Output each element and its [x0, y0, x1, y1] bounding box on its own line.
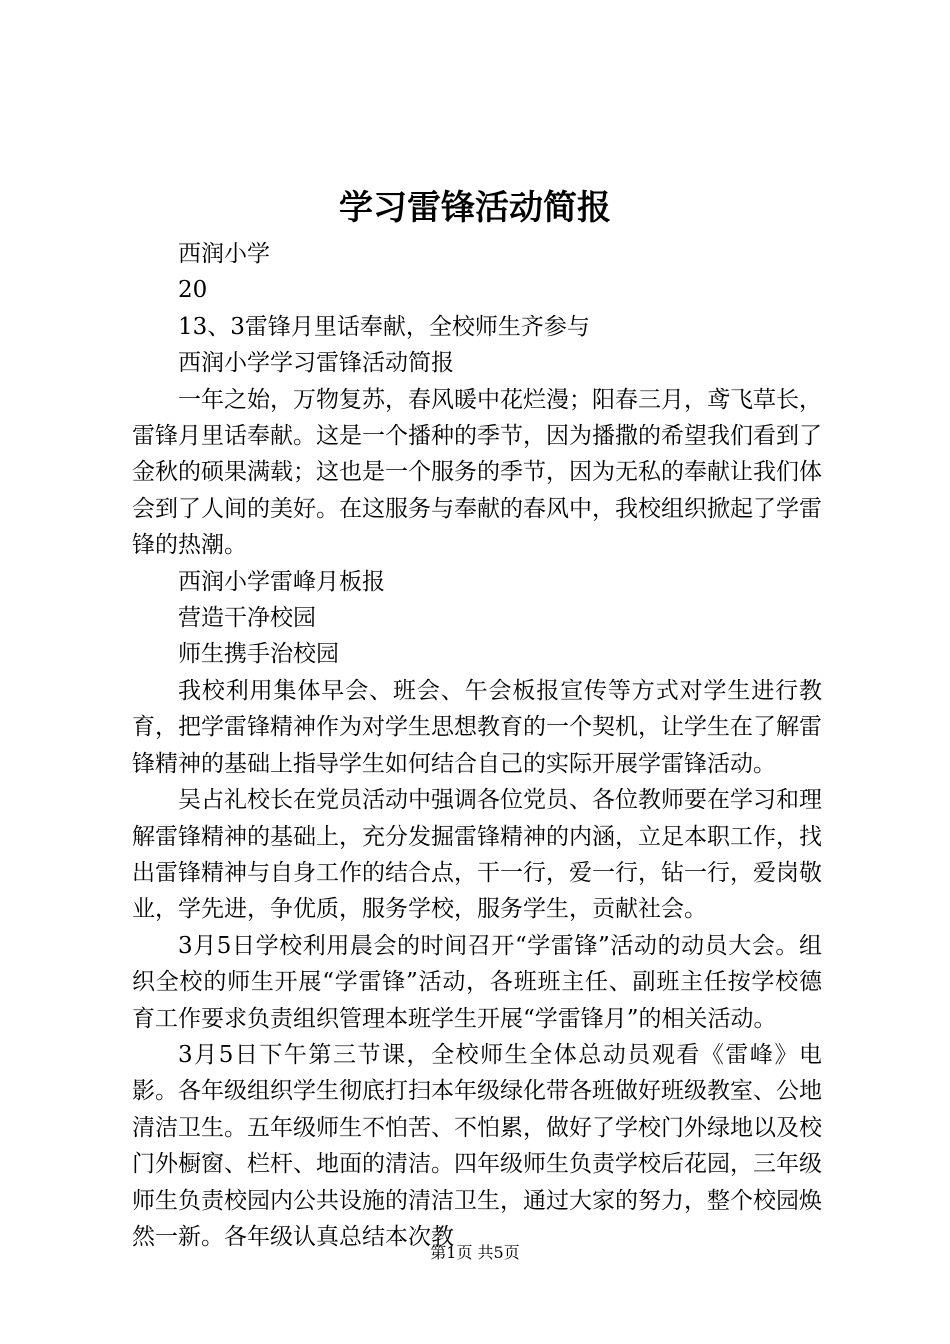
paragraph-year-fragment: 20	[178, 277, 208, 304]
document-body	[132, 236, 822, 1255]
document-title: 学习雷锋活动简报	[339, 188, 611, 228]
paragraph-school-name: 西润小学	[178, 241, 270, 267]
paragraph-subtitle: 13、3雷锋月里话奉献，全校师生齐参与	[178, 313, 590, 340]
paragraph-intro: 一年之始，万物复苏，春风暖中花烂漫；阳春三月，鸢飞草长，雷锋月里话奉献。这是一个播种的季节，因为播撒的希望我们看到了金秋的硕果满载；这也是一个服务的季节，因为无私的奉献让我们体会到了人间的美好。在这服务与奉献的春风中，我校组织掀起了学雷锋的热潮。	[132, 386, 822, 559]
paragraph-hand-in-hand: 师生携手治校园	[178, 641, 339, 668]
paragraph-march-5-morning: 3月5日学校利用晨会的时间召开“学雷锋”活动的动员大会。组织全校的师生开展“学雷锋”活动，各班班主任、副班主任按学校德育工作要求负责组织管理本班学生开展“学雷锋月”的相关活动。	[132, 932, 822, 1032]
paragraph-blackboard: 西润小学雷峰月板报	[178, 568, 385, 595]
paragraph-education: 我校利用集体早会、班会、午会板报宣传等方式对学生进行教育，把学雷锋精神作为对学生思想教育的一个契机，让学生在了解雷锋精神的基础上指导学生如何结合自己的实际开展学雷锋活动。	[132, 677, 822, 777]
page-footer: 第1页 共5页	[430, 1243, 520, 1262]
paragraph-march-5-afternoon: 3月5日下午第三节课，全校师生全体总动员观看《雷峰》电影。各年级组织学生彻底打扫本年级绿化带各班做好班级教室、公地清洁卫生。五年级师生不怕苦、不怕累，做好了学校门外绿地以及校门外橱窗、栏杆、地面的清洁。四年级师生负责学校后花园，三年级师生负责校园内公共设施的清洁卫生，通过大家的努力，整个校园焕然一新。各年级认真总结本次教	[132, 1041, 822, 1250]
paragraph-report-heading: 西润小学学习雷锋活动简报	[178, 350, 454, 377]
paragraph-clean-campus: 营造干净校园	[178, 605, 316, 632]
paragraph-principal: 吴占礼校长在党员活动中强调各位党员、各位教师要在学习和理解雷锋精神的基础上，充分发掘雷锋精神的内涵，立足本职工作，找出雷锋精神与自身工作的结合点，干一行，爱一行，钻一行，爱岗敬业，学先进，争优质，服务学校，服务学生，贡献社会。	[132, 787, 822, 923]
